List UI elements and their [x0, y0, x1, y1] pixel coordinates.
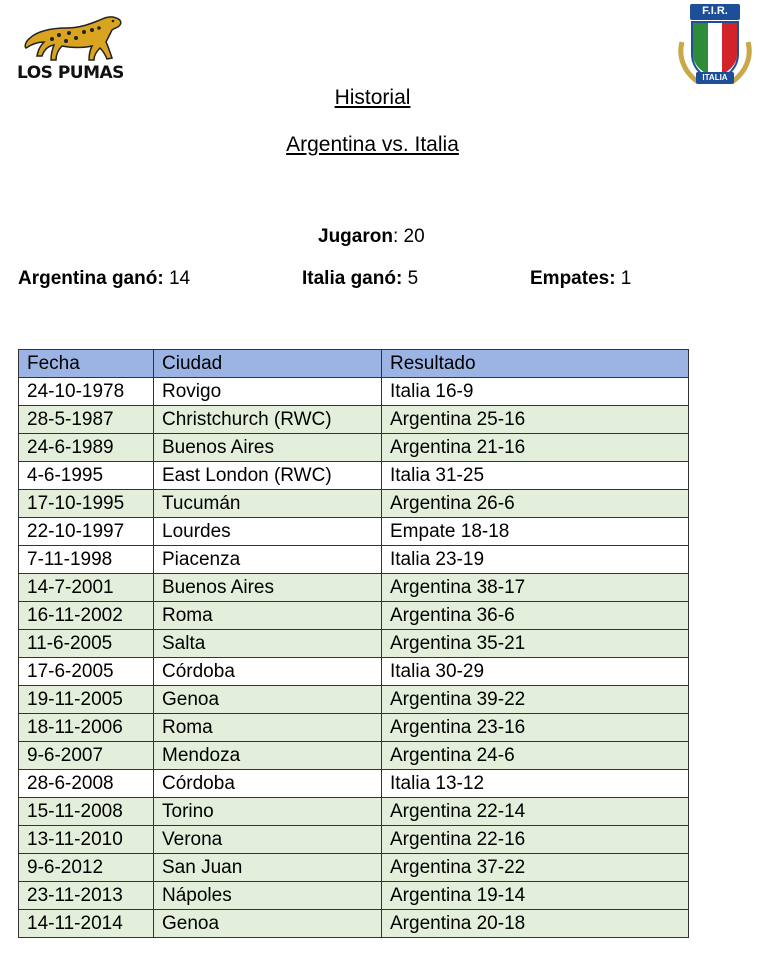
cell-ciudad: Torino — [154, 798, 382, 826]
cell-resultado: Italia 16-9 — [382, 378, 689, 406]
argentina-wins-value: 14 — [163, 268, 191, 289]
cell-resultado: Argentina 26-6 — [382, 490, 689, 518]
cell-fecha: 17-6-2005 — [19, 658, 154, 686]
table-row — [19, 882, 689, 910]
cell-resultado: Italia 23-19 — [382, 546, 689, 574]
cell-ciudad: Buenos Aires — [154, 574, 382, 602]
cell-ciudad: Genoa — [154, 686, 382, 714]
cell-fecha: 18-11-2006 — [19, 714, 154, 742]
italia-wins-label: Italia ganó: — [302, 268, 403, 289]
cell-fecha: 28-6-2008 — [19, 770, 154, 798]
cell-resultado: Argentina 21-16 — [382, 434, 689, 462]
cell-ciudad: Genoa — [154, 910, 382, 938]
los-pumas-wordmark: LOS PUMAS — [17, 63, 124, 83]
header-resultado: Resultado — [382, 350, 689, 378]
header-ciudad: Ciudad — [154, 350, 382, 378]
italia-wins-value: 5 — [402, 268, 419, 289]
draws-value: 1 — [615, 268, 632, 289]
cell-resultado: Argentina 36-6 — [382, 602, 689, 630]
cell-ciudad: Roma — [154, 714, 382, 742]
cell-fecha: 14-7-2001 — [19, 574, 154, 602]
played-label: Jugaron — [318, 226, 393, 247]
cell-ciudad: Verona — [154, 826, 382, 854]
cell-resultado: Argentina 37-22 — [382, 854, 689, 882]
page-subtitle: Argentina vs. Italia — [286, 133, 459, 156]
italia-banner-text: ITALIA — [702, 73, 728, 82]
cell-resultado: Italia 30-29 — [382, 658, 689, 686]
fir-italia-logo — [674, 2, 756, 94]
table-row — [19, 518, 689, 546]
cell-fecha: 23-11-2013 — [19, 882, 154, 910]
cell-resultado: Empate 18-18 — [382, 518, 689, 546]
cell-resultado: Argentina 22-14 — [382, 798, 689, 826]
cell-ciudad: San Juan — [154, 854, 382, 882]
cell-ciudad: Buenos Aires — [154, 434, 382, 462]
cell-resultado: Argentina 22-16 — [382, 826, 689, 854]
cell-resultado: Argentina 25-16 — [382, 406, 689, 434]
table-row — [19, 462, 689, 490]
los-pumas-logo — [14, 8, 144, 84]
table-row — [19, 602, 689, 630]
table-row — [19, 826, 689, 854]
cell-ciudad: Lourdes — [154, 518, 382, 546]
played-stat — [318, 226, 425, 248]
table-header-row — [19, 350, 689, 378]
draws-label: Empates: — [530, 268, 616, 289]
cell-fecha: 28-5-1987 — [19, 406, 154, 434]
table-row — [19, 798, 689, 826]
cell-ciudad: Christchurch (RWC) — [154, 406, 382, 434]
cell-resultado: Argentina 35-21 — [382, 630, 689, 658]
cell-fecha: 14-11-2014 — [19, 910, 154, 938]
cell-ciudad: Salta — [154, 630, 382, 658]
cell-fecha: 15-11-2008 — [19, 798, 154, 826]
cell-ciudad: Córdoba — [154, 658, 382, 686]
table-body — [19, 378, 689, 938]
cell-ciudad: Nápoles — [154, 882, 382, 910]
fir-banner-text: F.I.R. — [702, 5, 728, 17]
cell-resultado: Italia 13-12 — [382, 770, 689, 798]
cell-resultado: Argentina 19-14 — [382, 882, 689, 910]
cell-ciudad: Córdoba — [154, 770, 382, 798]
table-row — [19, 854, 689, 882]
cell-resultado: Argentina 38-17 — [382, 574, 689, 602]
cell-ciudad: Mendoza — [154, 742, 382, 770]
table-row — [19, 574, 689, 602]
played-value: : 20 — [392, 226, 425, 247]
cell-fecha: 24-6-1989 — [19, 434, 154, 462]
table-row — [19, 546, 689, 574]
table-row — [19, 630, 689, 658]
table-row — [19, 406, 689, 434]
cell-fecha: 9-6-2012 — [19, 854, 154, 882]
cell-ciudad: Piacenza — [154, 546, 382, 574]
cell-resultado: Argentina 23-16 — [382, 714, 689, 742]
cell-fecha: 9-6-2007 — [19, 742, 154, 770]
draws-stat — [530, 268, 631, 290]
cell-fecha: 13-11-2010 — [19, 826, 154, 854]
cell-resultado: Argentina 39-22 — [382, 686, 689, 714]
table-row — [19, 714, 689, 742]
cell-resultado: Italia 31-25 — [382, 462, 689, 490]
cell-fecha: 24-10-1978 — [19, 378, 154, 406]
cell-ciudad: Rovigo — [154, 378, 382, 406]
table-row — [19, 434, 689, 462]
table-row — [19, 658, 689, 686]
cell-fecha: 22-10-1997 — [19, 518, 154, 546]
cell-resultado: Argentina 20-18 — [382, 910, 689, 938]
header-fecha: Fecha — [19, 350, 154, 378]
cell-resultado: Argentina 24-6 — [382, 742, 689, 770]
table-row — [19, 910, 689, 938]
table-row — [19, 490, 689, 518]
cell-fecha: 16-11-2002 — [19, 602, 154, 630]
cell-ciudad: Tucumán — [154, 490, 382, 518]
cell-fecha: 17-10-1995 — [19, 490, 154, 518]
argentina-wins-stat — [18, 268, 190, 290]
history-table — [18, 349, 689, 938]
italia-wins-stat — [302, 268, 418, 290]
table-row — [19, 686, 689, 714]
table-row — [19, 742, 689, 770]
page-title: Historial — [334, 86, 411, 109]
cell-fecha: 7-11-1998 — [19, 546, 154, 574]
cell-ciudad: East London (RWC) — [154, 462, 382, 490]
argentina-wins-label: Argentina ganó: — [18, 268, 164, 289]
table-row — [19, 378, 689, 406]
cell-fecha: 11-6-2005 — [19, 630, 154, 658]
cell-fecha: 19-11-2005 — [19, 686, 154, 714]
cell-fecha: 4-6-1995 — [19, 462, 154, 490]
table-row — [19, 770, 689, 798]
cell-ciudad: Roma — [154, 602, 382, 630]
